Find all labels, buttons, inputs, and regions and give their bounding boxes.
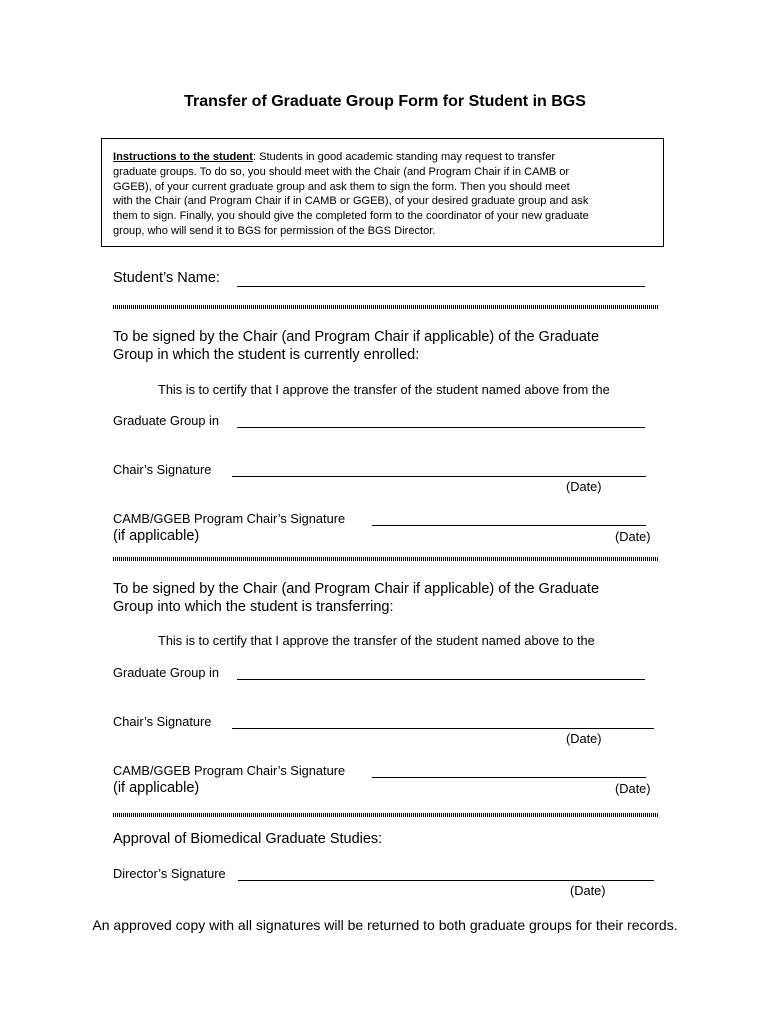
section-divider [113, 305, 658, 309]
current-chair-signature-label: Chair’s Signature [113, 462, 212, 477]
instructions-line: them to sign. Finally, you should give the completed form to the coordinator of your new graduate [113, 210, 589, 223]
footer-note: An approved copy with all signatures will be returned to both graduate groups for their records. [92, 917, 678, 933]
instructions-text: : Students in good academic standing may request to transfer [252, 151, 556, 163]
new-chair-signature-label: Chair’s Signature [113, 714, 212, 729]
section-divider [113, 557, 658, 561]
instructions-line: group, who will send it to BGS for permission of the BGS Director. [113, 224, 436, 237]
new-graduate-group-label: Graduate Group in [113, 665, 219, 680]
current-graduate-group-label: Graduate Group in [113, 413, 219, 428]
director-date-label: (Date) [570, 883, 606, 898]
student-name-label: Student’s Name: [113, 270, 220, 286]
current-chair-date-label: (Date) [566, 479, 602, 494]
instructions-line [113, 150, 663, 165]
heading-line: To be signed by the Chair (and Program Chair if applicable) of the Graduate [113, 581, 600, 597]
new-group-heading [113, 580, 599, 616]
new-certify-text: This is to certify that I approve the transfer of the student named above to the [158, 633, 595, 648]
instructions-line: graduate groups. To do so, you should meet with the Chair (and Program Chair if in CAMB or [113, 165, 570, 178]
current-graduate-group-field[interactable] [237, 427, 645, 428]
director-signature-label: Director’s Signature [113, 866, 226, 881]
instructions-lead: Instructions to the student [113, 151, 253, 163]
current-program-chair-field[interactable] [372, 525, 646, 526]
section-divider [113, 813, 658, 817]
new-program-chair-label: CAMB/GGEB Program Chair’s Signature [113, 763, 346, 778]
new-graduate-group-field[interactable] [237, 679, 645, 680]
new-chair-date-label: (Date) [566, 731, 602, 746]
instructions-line: with the Chair (and Program Chair if in CAMB or GGEB), of your desired graduate group and ask [113, 195, 589, 208]
director-signature-field[interactable] [238, 880, 654, 881]
heading-line: Group into which the student is transferring: [113, 599, 394, 615]
current-program-chair-label: CAMB/GGEB Program Chair’s Signature [113, 511, 346, 526]
student-name-field[interactable] [237, 286, 645, 287]
current-program-chair-date-label: (Date) [615, 529, 651, 544]
current-certify-text: This is to certify that I approve the transfer of the student named above from the [158, 382, 610, 397]
current-group-heading [113, 328, 599, 364]
instructions-line: GGEB), of your current graduate group and ask them to sign the form. Then you should meet [113, 180, 570, 193]
heading-line: Group in which the student is currently enrolled: [113, 347, 420, 363]
new-program-chair-field[interactable] [372, 777, 646, 778]
approval-heading: Approval of Biomedical Graduate Studies: [113, 831, 383, 847]
new-chair-signature-field[interactable] [232, 728, 654, 729]
new-program-chair-date-label: (Date) [615, 781, 651, 796]
current-chair-signature-field[interactable] [232, 476, 646, 477]
instructions-box [101, 138, 664, 247]
new-if-applicable: (if applicable) [113, 780, 200, 796]
heading-line: To be signed by the Chair (and Program Chair if applicable) of the Graduate [113, 329, 600, 345]
current-if-applicable: (if applicable) [113, 528, 200, 544]
form-title: Transfer of Graduate Group Form for Student in BGS [184, 93, 586, 110]
